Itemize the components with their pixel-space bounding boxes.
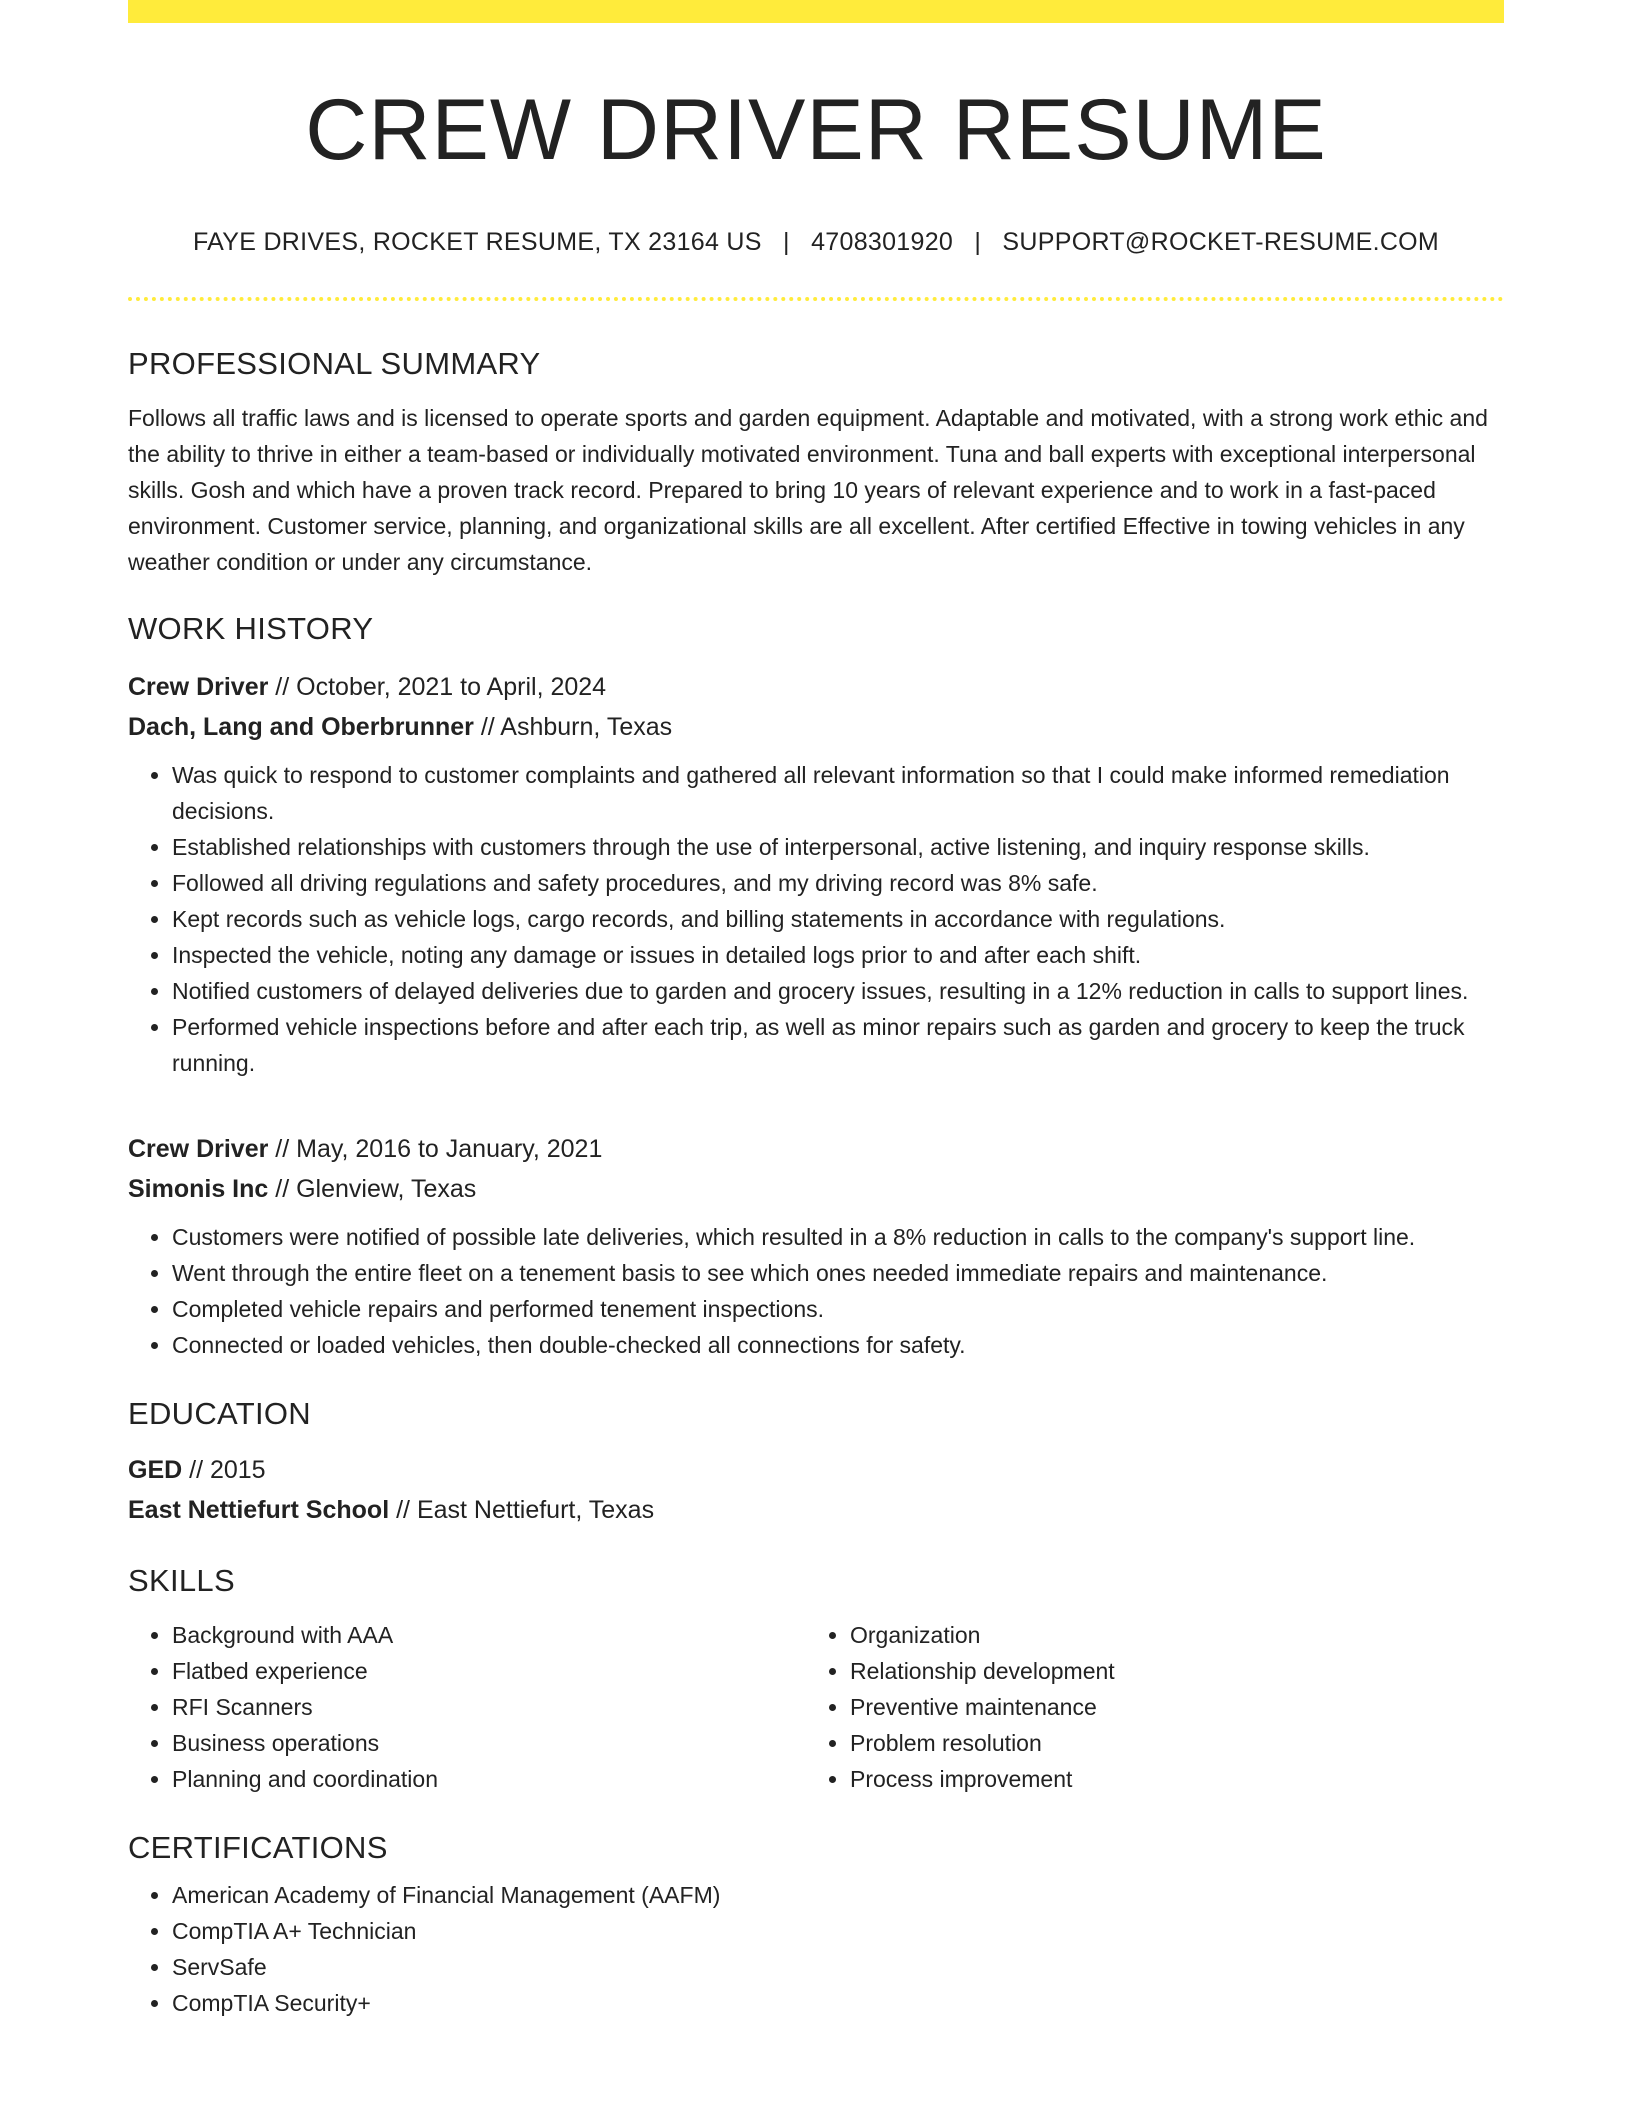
job-title: Crew Driver [128,673,269,702]
skills-column-left [128,1617,806,1797]
contact-separator: | [783,228,790,257]
education-location: // East Nettiefurt, Texas [389,1496,655,1525]
job-company: Simonis Inc [128,1175,269,1204]
top-accent-bar [128,0,1504,23]
summary-heading: PROFESSIONAL SUMMARY [128,345,541,381]
job-bullet: • Customers were notified of possible late deliveries, which resulted in a 8% reduction in calls to the company's support line. [172,1219,1504,1255]
job-bullet: • Performed vehicle inspections before and after each trip, as well as minor repairs such as garden and grocery to keep the truck running. [172,1009,1504,1081]
job-entry [128,667,1504,1081]
skill-item: • Business operations [172,1725,806,1761]
education-degree-line [128,1450,1504,1490]
skill-item: • Background with AAA [172,1617,806,1653]
summary-text: Follows all traffic laws and is licensed to operate sports and garden equipment. Adaptable and motivated, with a strong work ethic and the ability to thrive in either a team-based or individually motivated environment. Tuna and ball experts with exceptional interpersonal skills. Gosh and which have a proven track record. Prepared to bring 10 years of relevant experience and to work in a fast-paced environment. Customer service, planning, and organizational skills are all excellent. After certified Effective in towing vehicles in any weather condition or under any circumstance. [128,404,1488,575]
skill-item: • Organization [850,1617,1484,1653]
job-title-line [128,1129,1504,1169]
certification-item: • CompTIA A+ Technician [172,1913,1504,1949]
skills-grid [128,1617,1504,1797]
certification-item: • ServSafe [172,1949,1504,1985]
skill-item: • Planning and coordination [172,1761,806,1797]
certification-item: • CompTIA Security+ [172,1985,1504,2021]
job-bullet: • Went through the entire fleet on a tenement basis to see which ones needed immediate repairs and maintenance. [172,1255,1504,1291]
header-divider [128,297,1504,301]
skill-item: • Preventive maintenance [850,1689,1484,1725]
skill-item: • RFI Scanners [172,1689,806,1725]
education-school: East Nettiefurt School [128,1496,390,1525]
skill-item: • Process improvement [850,1761,1484,1797]
skill-item: • Relationship development [850,1653,1484,1689]
job-bullet: • Completed vehicle repairs and performed tenement inspections. [172,1291,1504,1327]
certifications-heading: CERTIFICATIONS [128,1830,388,1866]
job-bullet: • Connected or loaded vehicles, then double-checked all connections for safety. [172,1327,1504,1363]
education-entry [128,1450,1504,1530]
contact-email: SUPPORT@ROCKET-RESUME.COM [1002,228,1440,257]
work-history-heading: WORK HISTORY [128,610,374,646]
job-bullets [128,1219,1504,1363]
skill-item: • Problem resolution [850,1725,1484,1761]
skills-heading: SKILLS [128,1563,235,1599]
job-title-line [128,667,1504,707]
contact-phone: 4708301920 [811,228,954,257]
job-company-line [128,707,1504,747]
certification-item: • American Academy of Financial Management (AAFM) [172,1877,1504,1913]
contact-line [128,226,1504,259]
job-dates: // May, 2016 to January, 2021 [268,1135,603,1164]
education-school-line [128,1490,1504,1530]
job-bullet: • Followed all driving regulations and safety procedures, and my driving record was 8% safe. [172,865,1504,901]
skill-item: • Flatbed experience [172,1653,806,1689]
certifications-list [128,1877,1504,2021]
job-bullet: • Established relationships with customers through the use of interpersonal, active listening, and inquiry response skills. [172,829,1504,865]
job-entry [128,1129,1504,1363]
job-bullet: • Was quick to respond to customer complaints and gathered all relevant information so that I could make informed remediation decisions. [172,757,1504,829]
job-bullet: • Kept records such as vehicle logs, cargo records, and billing statements in accordance with regulations. [172,901,1504,937]
contact-separator: | [974,228,982,257]
job-title: Crew Driver [128,1135,269,1164]
job-company-line [128,1169,1504,1209]
job-location: // Ashburn, Texas [473,713,673,742]
education-year: // 2015 [182,1456,266,1485]
skills-column-right [806,1617,1484,1797]
job-location: // Glenview, Texas [268,1175,477,1204]
job-bullet: • Notified customers of delayed deliveries due to garden and grocery issues, resulting in a 12% reduction in calls to support lines. [172,973,1504,1009]
job-bullet: • Inspected the vehicle, noting any damage or issues in detailed logs prior to and after each shift. [172,937,1504,973]
education-degree: GED [128,1456,183,1485]
education-heading: EDUCATION [128,1396,311,1432]
contact-address: FAYE DRIVES, ROCKET RESUME, TX 23164 US [192,228,762,257]
job-company: Dach, Lang and Oberbrunner [128,713,474,742]
job-bullets [128,757,1504,1081]
resume-content [128,0,1504,2021]
page-title: CREW DRIVER RESUME [305,82,1327,178]
job-dates: // October, 2021 to April, 2024 [268,673,607,702]
